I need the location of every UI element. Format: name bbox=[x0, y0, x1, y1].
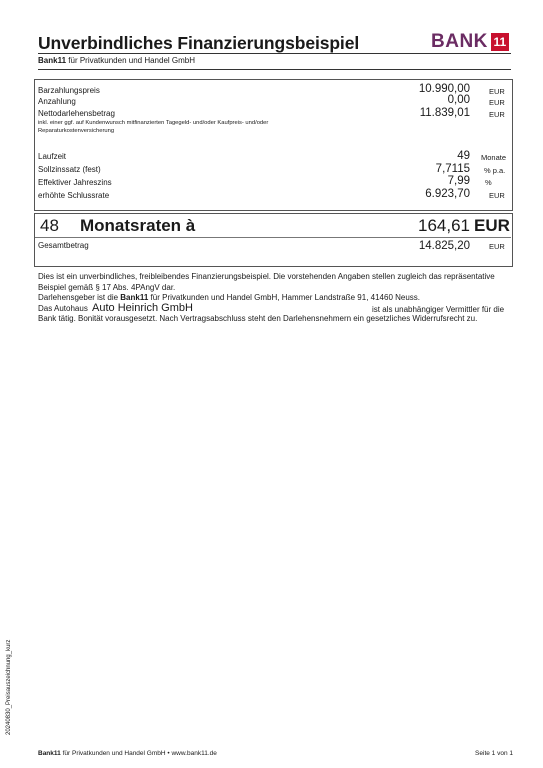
legal-paragraph-3 bbox=[38, 303, 513, 315]
value-gesamtbetrag: 14.825,20 bbox=[418, 240, 470, 252]
value-netto: 11.839,01 bbox=[419, 107, 470, 119]
dealer-name: Auto Heinrich GmbH bbox=[92, 302, 193, 314]
subtitle-rest: für Privatkunden und Handel GmbH bbox=[68, 56, 195, 65]
legal-p2-post: für Privatkunden und Handel GmbH, Hammer Landstraße 91, 41460 Neuss. bbox=[150, 293, 421, 302]
legal-p3-post: ist als unabhängiger Vermittler für die bbox=[372, 305, 505, 314]
page-subtitle bbox=[38, 56, 195, 65]
label-laufzeit: Laufzeit bbox=[38, 152, 67, 161]
unit-anzahlung: EUR bbox=[489, 98, 505, 107]
label-anzahlung: Anzahlung bbox=[38, 97, 76, 106]
value-schlussrate: 6.923,70 bbox=[425, 188, 470, 200]
side-document-id: 20240830_Preisauszeichnung_kurz bbox=[6, 639, 12, 735]
subtitle-brand: Bank11 bbox=[38, 56, 67, 65]
label-schlussrate: erhöhte Schlussrate bbox=[38, 191, 110, 200]
footer-text bbox=[38, 750, 217, 757]
value-sollzins: 7,7115 bbox=[435, 163, 470, 175]
logo-badge: 11 bbox=[491, 33, 509, 51]
value-laufzeit: 49 bbox=[457, 150, 470, 162]
footer-rest: für Privatkunden und Handel GmbH • www.bank11.de bbox=[62, 750, 217, 757]
legal-paragraph-4: Bank tätig. Bonität vorausgesetzt. Nach Vertragsabschluss steht den Darlehensnehmern ein gesetzliches Widerrufsrecht zu. bbox=[38, 314, 478, 323]
rates-label: Monatsraten à bbox=[80, 216, 196, 235]
rates-divider bbox=[35, 237, 511, 238]
unit-netto: EUR bbox=[489, 110, 505, 119]
rates-count: 48 bbox=[40, 216, 59, 235]
legal-paragraph-1: Dies ist ein unverbindliches, freibleibendes Finanzierungsbeispiel. Die vorstehenden Angaben stellen zugleich das repräsentative Beispiel gemäß § 17 Abs. 4PAngV dar. bbox=[38, 272, 495, 292]
legal-p2-brand: Bank11 bbox=[120, 293, 149, 302]
unit-laufzeit: Monate bbox=[481, 153, 507, 162]
value-barzahlungspreis: 10.990,00 bbox=[418, 83, 470, 95]
unit-barzahlungspreis: EUR bbox=[489, 87, 505, 96]
rates-value: 164,61 bbox=[418, 216, 470, 235]
legal-p3-pre: Das Autohaus bbox=[38, 304, 88, 313]
label-barzahlungspreis: Barzahlungspreis bbox=[38, 86, 100, 95]
unit-effzins: % bbox=[485, 178, 492, 187]
bank-logo bbox=[431, 32, 509, 52]
label-sollzins: Sollzinssatz (fest) bbox=[38, 165, 101, 174]
header-rule-bottom bbox=[38, 69, 511, 70]
unit-gesamtbetrag: EUR bbox=[489, 242, 505, 251]
header-rule-top bbox=[38, 53, 511, 54]
unit-schlussrate: EUR bbox=[489, 191, 505, 200]
page-number: Seite 1 von 1 bbox=[475, 750, 513, 757]
logo-text: BANK bbox=[431, 31, 488, 52]
value-effzins: 7,99 bbox=[447, 175, 470, 187]
rates-unit: EUR bbox=[474, 216, 510, 235]
value-anzahlung: 0,00 bbox=[447, 94, 470, 106]
note-netto: inkl. einer ggf. auf Kundenwunsch mitfinanzierten Tagegeld- und/oder Kaufpreis- und/oder Reparaturkostenversicherung bbox=[38, 120, 269, 134]
unit-sollzins: % p.a. bbox=[484, 166, 506, 175]
footer-brand: Bank11 bbox=[38, 750, 61, 757]
label-effzins: Effektiver Jahreszins bbox=[38, 178, 112, 187]
legal-p2-pre: Darlehensgeber ist die bbox=[38, 293, 119, 302]
label-netto: Nettodarlehensbetrag bbox=[38, 109, 115, 118]
label-gesamtbetrag: Gesamtbetrag bbox=[38, 241, 89, 250]
page-title: Unverbindliches Finanzierungsbeispiel bbox=[38, 33, 360, 53]
